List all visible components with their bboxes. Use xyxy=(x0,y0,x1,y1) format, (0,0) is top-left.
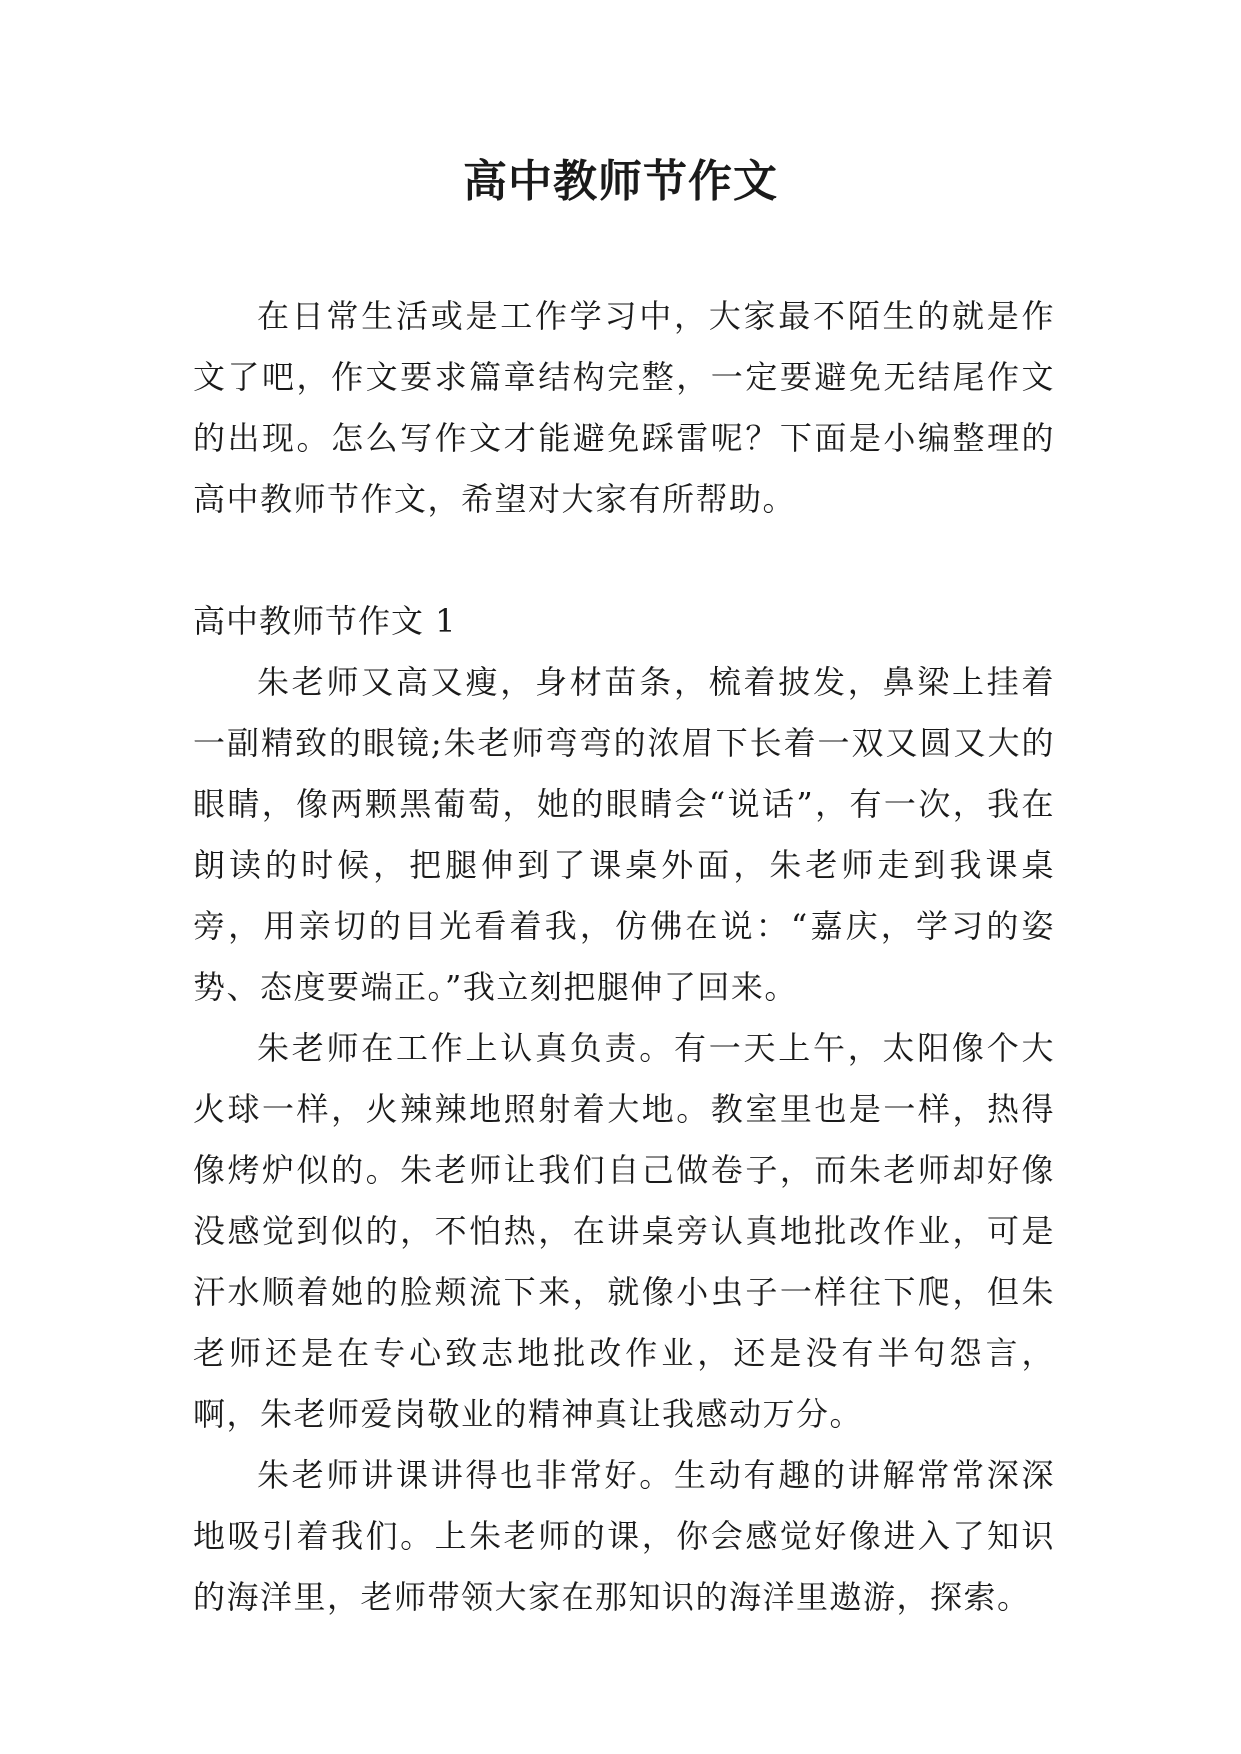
document-title: 高中教师节作文 xyxy=(463,156,778,207)
intro-paragraph: 在日常生活或是工作学习中，大家最不陌生的就是作文了吧，作文要求篇章结构完整，一定要避免无结尾作文的出现。怎么写作文才能避免踩雷呢？下面是小编整理的高中教师节作文，希望对大家有所帮助。 xyxy=(193,297,1055,518)
body-paragraph: 朱老师讲课讲得也非常好。生动有趣的讲解常常深深地吸引着我们。上朱老师的课，你会感觉好像进入了知识的海洋里，老师带领大家在那知识的海洋里遨游，探索。 xyxy=(193,1456,1055,1616)
document-body xyxy=(193,286,1055,1628)
body-paragraph: 朱老师又高又瘦，身材苗条，梳着披发，鼻梁上挂着一副精致的眼镜;朱老师弯弯的浓眉下长着一双又圆又大的眼睛，像两颗黑葡萄，她的眼睛会“说话”，有一次，我在朗读的时候，把腿伸到了课桌外面，朱老师走到我课桌旁，用亲切的目光看着我，仿佛在说：“嘉庆，学习的姿势、态度要端正。”我立刻把腿伸了回来。 xyxy=(193,663,1055,1006)
section-title: 高中教师节作文 1 xyxy=(193,602,457,640)
body-paragraph: 朱老师在工作上认真负责。有一天上午，太阳像个大火球一样，火辣辣地照射着大地。教室里也是一样，热得像烤炉似的。朱老师让我们自己做卷子，而朱老师却好像没感觉到似的，不怕热，在讲桌旁认真地批改作业，可是汗水顺着她的脸颊流下来，就像小虫子一样往下爬，但朱老师还是在专心致志地批改作业，还是没有半句怨言，啊，朱老师爱岗敬业的精神真让我感动万分。 xyxy=(193,1029,1055,1433)
